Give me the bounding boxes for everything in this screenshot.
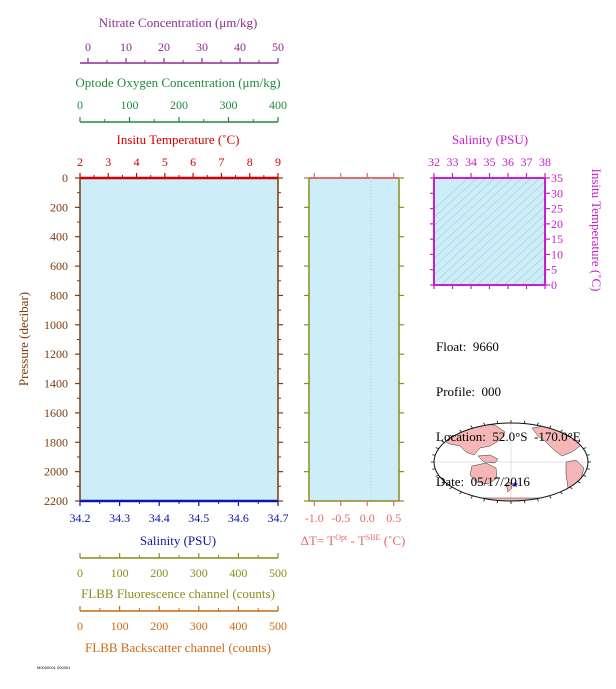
oxygen-axis-label: Optode Oxygen Concentration (μm/kg) bbox=[75, 75, 281, 90]
backscatter-axis-label: FLBB Backscatter channel (counts) bbox=[85, 640, 271, 655]
map-frame-tick bbox=[587, 455, 590, 456]
ts-salinity-tick-label: 33 bbox=[446, 155, 459, 169]
map-frame-tick bbox=[432, 455, 435, 456]
delta-t-label-mid: - T bbox=[347, 533, 366, 548]
fluorescence-axis bbox=[77, 553, 287, 601]
salinity-axis bbox=[70, 501, 289, 525]
ts-salinity-tick-label: 34 bbox=[465, 155, 477, 169]
info-location: Location: 52.0°S -170.0°E bbox=[436, 429, 581, 444]
temperature-tick-label: 7 bbox=[218, 155, 225, 169]
oxygen-tick-label: 0 bbox=[77, 98, 83, 112]
pressure-tick-label: 800 bbox=[50, 288, 68, 303]
salinity-tick-label: 34.4 bbox=[148, 511, 170, 525]
ts-temperature-tick-label: 20 bbox=[551, 216, 563, 231]
map-frame-tick bbox=[587, 469, 590, 470]
temperature-tick-label: 8 bbox=[246, 155, 253, 169]
pressure-tick-label: 1800 bbox=[44, 435, 68, 450]
ts-temperature-tick-label: 25 bbox=[551, 201, 563, 216]
ts-temperature-tick-label: 15 bbox=[551, 232, 563, 247]
info-float: Float: 9660 bbox=[436, 339, 499, 354]
pressure-tick-label: 1600 bbox=[44, 405, 68, 420]
fluorescence-tick-label: 300 bbox=[189, 566, 208, 580]
nitrate-tick-label: 10 bbox=[120, 40, 132, 54]
temperature-tick-label: 2 bbox=[77, 155, 83, 169]
delta-t-label-sup1: Opt bbox=[335, 533, 348, 542]
fluorescence-tick-label: 400 bbox=[229, 566, 248, 580]
pressure-tick-label: 600 bbox=[50, 259, 68, 274]
oxygen-tick-label: 100 bbox=[120, 98, 139, 112]
delta-t-tick-label: -0.5 bbox=[331, 511, 351, 525]
nitrate-tick-label: 30 bbox=[196, 40, 208, 54]
map-frame-tick bbox=[583, 475, 586, 476]
delta-t-tick-label: -1.0 bbox=[304, 511, 324, 525]
temperature-tick-label: 9 bbox=[275, 155, 281, 169]
salinity-tick-label: 34.3 bbox=[109, 511, 131, 525]
fluorescence-axis-label: FLBB Fluorescence channel (counts) bbox=[81, 586, 275, 601]
backscatter-axis bbox=[77, 606, 287, 655]
delta-t-tick-label: 0.5 bbox=[386, 511, 402, 525]
temperature-tick-label: 4 bbox=[133, 155, 140, 169]
oxygen-axis bbox=[75, 75, 287, 122]
ts-temperature-tick-label: 10 bbox=[551, 247, 563, 262]
delta-t-label-pre: ΔT= T bbox=[300, 533, 336, 548]
ts-temperature-label: Insitu Temperature (˚C) bbox=[589, 168, 604, 292]
info-profile: Profile: 000 bbox=[436, 384, 501, 399]
delta-t-label-sup2: SBE bbox=[365, 533, 381, 542]
temperature-axis-label: Insitu Temperature (˚C) bbox=[116, 132, 240, 147]
ts-salinity-tick-label: 38 bbox=[539, 155, 551, 169]
ts-temperature-tick-label: 30 bbox=[551, 186, 563, 201]
float-info-panel bbox=[436, 309, 581, 504]
pressure-tick-label: 0 bbox=[62, 171, 68, 185]
nitrate-tick-label: 20 bbox=[158, 40, 170, 54]
nitrate-axis-label: Nitrate Concentration (μm/kg) bbox=[98, 15, 258, 30]
backscatter-tick-label: 200 bbox=[150, 619, 169, 633]
fluorescence-tick-label: 0 bbox=[77, 566, 83, 580]
fluorescence-tick-label: 100 bbox=[110, 566, 129, 580]
delta-t-axis-label bbox=[301, 533, 406, 548]
delta-t-plot bbox=[309, 178, 399, 501]
salinity-tick-label: 34.5 bbox=[188, 511, 210, 525]
ts-salinity-tick-label: 35 bbox=[483, 155, 496, 169]
pressure-tick-label: 1400 bbox=[44, 376, 68, 391]
temperature-tick-label: 3 bbox=[105, 155, 112, 169]
salinity-tick-label: 34.6 bbox=[227, 511, 249, 525]
backscatter-tick-label: 500 bbox=[269, 619, 287, 633]
salinity-tick-label: 34.2 bbox=[69, 511, 91, 525]
pressure-tick-label: 1000 bbox=[44, 317, 68, 332]
pressure-tick-label: 400 bbox=[50, 229, 68, 244]
ts-temperature-tick-label: 0 bbox=[551, 278, 557, 292]
footer-code: M0000001 000001 bbox=[37, 665, 71, 670]
oxygen-tick-label: 300 bbox=[219, 98, 238, 112]
pressure-tick-label: 2200 bbox=[44, 494, 68, 508]
temperature-axis bbox=[77, 155, 281, 178]
delta-t-tick-label: 0.0 bbox=[359, 511, 375, 525]
delta-t-label-post: (˚C) bbox=[380, 533, 406, 548]
pressure-tick-label: 1200 bbox=[44, 347, 68, 362]
map-frame-tick bbox=[432, 469, 435, 470]
pressure-tick-label: 200 bbox=[50, 200, 68, 215]
temperature-tick-label: 6 bbox=[190, 155, 197, 169]
nitrate-tick-label: 50 bbox=[272, 40, 284, 54]
ts-salinity-tick-label: 32 bbox=[428, 155, 440, 169]
info-date: Date: 05/17/2016 bbox=[436, 474, 530, 489]
ts-salinity-tick-label: 36 bbox=[502, 155, 514, 169]
oxygen-tick-label: 200 bbox=[170, 98, 188, 112]
backscatter-tick-label: 0 bbox=[77, 619, 83, 633]
backscatter-tick-label: 300 bbox=[189, 619, 208, 633]
oxygen-tick-label: 400 bbox=[269, 98, 287, 112]
map-frame-tick bbox=[583, 448, 586, 449]
ts-salinity-tick-label: 37 bbox=[520, 155, 533, 169]
main-profile-plot bbox=[80, 178, 278, 501]
backscatter-tick-label: 400 bbox=[229, 619, 248, 633]
pressure-axis-label: Pressure (decibar) bbox=[16, 291, 31, 387]
fluorescence-tick-label: 500 bbox=[269, 566, 287, 580]
nitrate-tick-label: 40 bbox=[234, 40, 246, 54]
fluorescence-tick-label: 200 bbox=[150, 566, 169, 580]
ts-temperature-tick-label: 5 bbox=[551, 262, 557, 277]
backscatter-tick-label: 100 bbox=[110, 619, 129, 633]
salinity-tick-label: 34.7 bbox=[267, 511, 289, 525]
ts-salinity-label: Salinity (PSU) bbox=[451, 132, 529, 147]
salinity-axis-label: Salinity (PSU) bbox=[139, 533, 217, 548]
pressure-tick-label: 2000 bbox=[44, 464, 68, 479]
nitrate-tick-label: 0 bbox=[85, 40, 91, 54]
ts-temperature-tick-label: 35 bbox=[551, 171, 563, 185]
temperature-tick-label: 5 bbox=[161, 155, 168, 169]
nitrate-axis bbox=[80, 15, 284, 63]
